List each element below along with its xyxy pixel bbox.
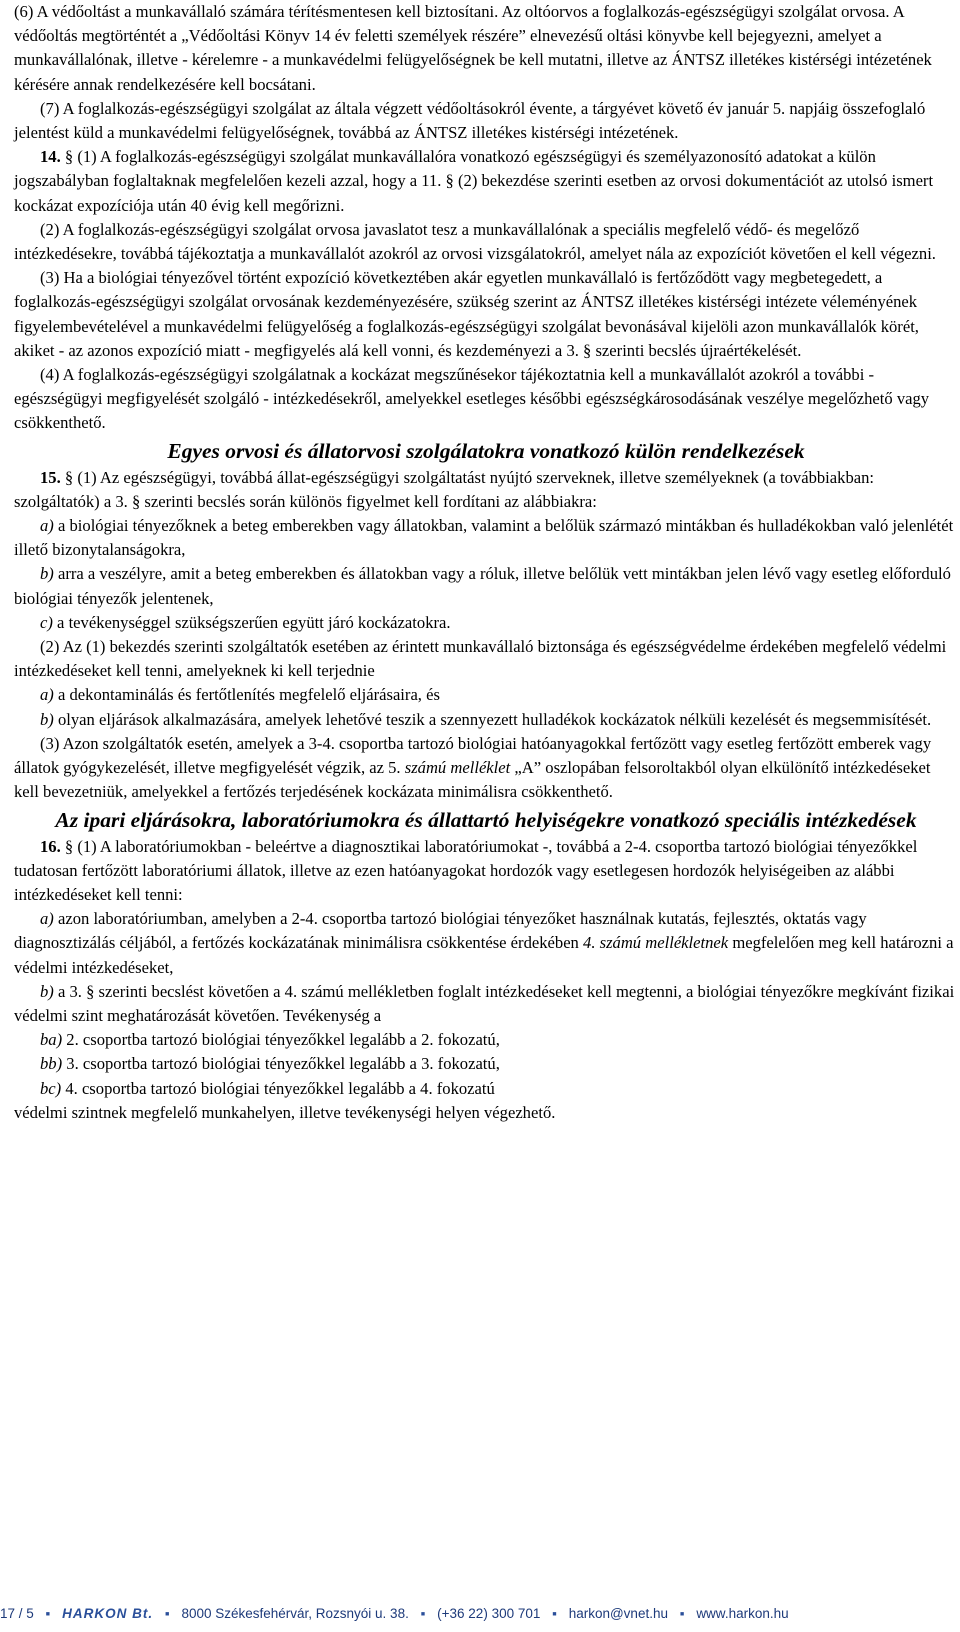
paragraph: ba) 2. csoportba tartozó biológiai tényezőkkel legalább a 2. fokozatú, — [40, 1030, 500, 1050]
paragraph: bc) 4. csoportba tartozó biológiai tényezőkkel legalább a 4. fokozatú — [40, 1078, 495, 1098]
separator-icon: ▪ — [552, 1606, 557, 1621]
paragraph: 14. § (1) A foglalkozás-egészségügyi szolgálat munkavállalóra vonatkozó egészségügyi és személyazonosító adatokat a külön jogszabályban foglaltaknak megfelelően kezeli azzal, hogy a 11. § (2) bekezdése szerinti esetben az orvosi dokumentációt az utolsó ismert kockázat expozíciója után 40 évig kell megőrizni. — [14, 147, 934, 215]
paragraph: (7) A foglalkozás-egészségügyi szolgálat az általa végzett védőoltásokról évente, a tárgyévet követő év január 5. napjáig összefoglaló jelentést küld a munkavédelmi felügyelőségnek, továbbá az ÁNTSZ illetékes kistérségi intézetének. — [14, 98, 926, 143]
paragraph: b) a 3. § szerinti becslést követően a 4. számú mellékletben foglalt intézkedéseket kell megtenni, a biológiai tényezőkre megkívánt fizikai védelmi szint meghatározását követően. Tevékenység a — [14, 981, 955, 1025]
company-website-link[interactable]: www.harkon.hu — [696, 1606, 789, 1621]
paragraph: (6) A védőoltást a munkavállaló számára térítésmentesen kell biztosítani. Az oltóorvos a foglalkozás-egészségügyi szolgálat orvosa. A védőoltás megtörténtét a „Védőoltási Könyv 14 év feletti személyek részére” elnevezésű oltási könyvbe kell bejegyezni, amelyet a munkavállalónak, illetve - kérelemre - a munkavédelmi felügyelőségnek be kell mutatni, illetve az ÁNTSZ illetékes kistérségi intézetének kérésére annak rendelkezésére kell bocsátani. — [14, 2, 932, 94]
separator-icon: ▪ — [679, 1606, 685, 1621]
company-name: HARKON Bt. — [62, 1606, 154, 1621]
separator-icon: ▪ — [45, 1606, 51, 1621]
paragraph: (3) Azon szolgáltatók esetén, amelyek a 3-4. csoportba tartozó biológiai hatóanyagokkal fertőzött vagy esetleg fertőzött emberek vagy állatok gyógykezelését, illetve megfigyelését végzik, az 5. számú melléklet „A” oszlopában felsoroltakból olyan elkülönítő intézkedéseket kell bevezetniük, amelyekkel a fertőzés terjedésének kockázata minimálisra csökkenthető. — [14, 733, 932, 802]
company-address: 8000 Székesfehérvár, Rozsnyói u. 38. — [181, 1606, 409, 1621]
paragraph: 16. § (1) A laboratóriumokban - beleértve a diagnosztikai laboratóriumokat -, továbbá a 2-4. csoportba tartozó biológiai tényezőkkel tudatosan fertőzött laboratóriumi állatok, illetve az ezen hatóanyagokat hordozók vagy esetlegesen hordozók helyiségeiben az alábbi intézkedéseket kell tenni: — [14, 836, 918, 904]
paragraph: (2) Az (1) bekezdés szerinti szolgáltatók esetében az érintett munkavállaló biztonsága és egészségvédelme érdekében megfelelő védelmi intézkedéseket kell tenni, amelyeknek ki kell terjednie — [14, 637, 947, 681]
paragraph: (2) A foglalkozás-egészségügyi szolgálat orvosa javaslatot tesz a munkavállalónak a speciális megfelelő védő- és megelőző intézkedésekre, továbbá tájékoztatja a munkavállalót azokról az orvosi vizsgálatokról, amelyet nála az expozíciót követően el kell végezni. — [14, 219, 936, 264]
separator-icon: ▪ — [420, 1606, 426, 1621]
page-footer — [0, 1596, 960, 1632]
section-14 — [14, 0, 958, 436]
paragraph: (3) Ha a biológiai tényezővel történt expozíció következtében akár egyetlen munkavállaló is fertőződött vagy megbetegedett, a foglalkozás-egészségügyi szolgálat orvosának kezdeményezésére, szükség szerint az ÁNTSZ illetékes kistérségi intézete véleményének figyelembevételével a munkavédelmi felügyelőség a foglalkozás-egészségügyi szolgálat bevonásával kijelöli azon munkavállalók körét, akiket - az azonos expozíció miatt - megfigyelés alá kell vonni, és kezdeményezi a 3. § szerinti becslés újraértékelését. — [14, 268, 919, 360]
heading-industrial-lab: Az ipari eljárásokra, laboratóriumokra és állattartó helyiségekre vonatkozó speciális intézkedések — [55, 807, 917, 832]
page-number: 17 / 5 — [0, 1606, 34, 1621]
company-phone: (+36 22) 300 701 — [437, 1606, 541, 1621]
paragraph: védelmi szintnek megfelelő munkahelyen, illetve tevékenységi helyen végezhető. — [14, 1102, 556, 1122]
paragraph: c) a tevékenységgel szükségszerűen együtt járó kockázatokra. — [40, 612, 451, 632]
paragraph: (4) A foglalkozás-egészségügyi szolgálatnak a kockázat megszűnésekor tájékoztatnia kell a munkavállalót azokról a további - egészségügyi megfigyelését szolgáló - intézkedésekről, amelyekkel esetleges későbbi egészségkárosodásának veszélye megelőzhető vagy csökkenthető. — [14, 365, 930, 433]
document-body — [14, 0, 958, 1125]
heading-medical-services: Egyes orvosi és állatorvosi szolgálatokra vonatkozó külön rendelkezések — [167, 438, 805, 463]
footer-line — [0, 1606, 960, 1621]
paragraph: a) a dekontaminálás és fertőtlenítés megfelelő eljárásaira, és — [40, 685, 440, 705]
section-16 — [14, 835, 958, 1125]
paragraph: a) a biológiai tényezőknek a beteg emberekben vagy állatokban, valamint a belőlük származó mintákban és hulladékokban való jelenlétét illető bizonytalanságokra, — [14, 516, 954, 560]
paragraph: bb) 3. csoportba tartozó biológiai tényezőkkel legalább a 3. fokozatú, — [40, 1054, 500, 1074]
company-email-link[interactable]: harkon@vnet.hu — [568, 1606, 668, 1621]
paragraph: b) arra a veszélyre, amit a beteg emberekben és állatokban vagy a róluk, illetve belőlük vett mintákban jelen lévő vagy esetleg előforduló biológiai tényezők jelentenek, — [14, 564, 951, 608]
paragraph: a) azon laboratóriumban, amelyben a 2-4. csoportba tartozó biológiai tényezőket használnak kutatás, fejlesztés, oktatás vagy diagnosztizálás céljából, a fertőzés kockázatának minimálisra csökkentése érdekében 4. számú mellékletnek megfelelően meg kell határozni a védelmi intézkedéseket, — [14, 909, 954, 977]
separator-icon: ▪ — [164, 1606, 170, 1621]
section-15 — [14, 466, 958, 805]
paragraph: b) olyan eljárások alkalmazására, amelyek lehetővé teszik a szennyezett hulladékok kockázatok nélküli kezelését és megsemmisítését. — [40, 709, 932, 729]
paragraph: 15. § (1) Az egészségügyi, továbbá állat-egészségügyi szolgáltatást nyújtó szerveknek, illetve személyeknek (a továbbiakban: szolgáltatók) a 3. § szerinti becslés során különös figyelmet kell fordítani az alábbiakra: — [14, 467, 875, 511]
